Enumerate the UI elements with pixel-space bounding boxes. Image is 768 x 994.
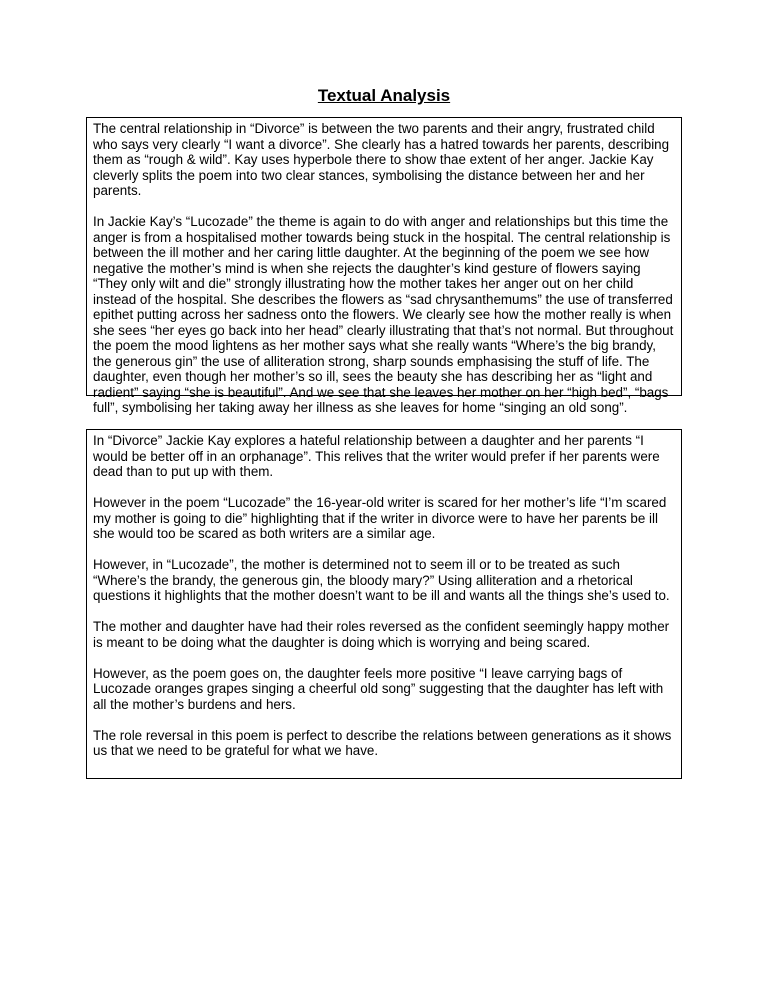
paragraph: The central relationship in “Divorce” is between the two parents and their angry, frustrated child who says very clearly “I want a divorce”. She clearly has a hatred towards her parents, describing them as “rough & wild”. Kay uses hyperbole there to show thae extent of her anger. Jackie Kay cleverly splits the poem into two clear stances, symbolising the distance between her and her parents. [93, 121, 670, 198]
document-title: Textual Analysis [317, 86, 451, 105]
paragraph: The role reversal in this poem is perfect to describe the relations between generations as it shows us that we need to be grateful for what we have. [93, 727, 672, 758]
paragraph: In “Divorce” Jackie Kay explores a hateful relationship between a daughter and her parents “I would be better off in an orphanage”. This relives that the writer would prefer if her parents were dead than to put up with them. [93, 433, 660, 479]
analysis-box-2 [86, 429, 682, 779]
paragraph: However in the poem “Lucozade” the 16-year-old writer is scared for her mother’s life “I’m scared my mother is going to die” highlighting that if the writer in divorce were to have her parents be ill she would too be scared as both writers are a similar age. [93, 495, 667, 541]
paragraph: In Jackie Kay’s “Lucozade” the theme is again to do with anger and relationships but this time the anger is from a hospitalised mother towards being stuck in the hospital. The central relationship is between the ill mother and her caring little daughter. At the beginning of the poem we see how negative the mother’s mind is when she rejects the daughter’s kind gesture of flowers saying “They only wilt and die” strongly illustrating how the mother takes her anger out on her child instead of the hospital. She describes the flowers as “sad chrysanthemums” the use of transferred epithet putting across her sadness onto the flowers. We clearly see how the mother really is when she sees “her eyes go back into her head” clearly illustrating that that’s not normal. But throughout the poem the mood lightens as her mother says what she really wants “Where’s the big brandy, the generous gin” the use of alliteration strong, sharp sounds emphasising the stuff of life. The daughter, even though her mother’s so ill, sees the beauty she has describing her as “light and radient” saying “she is beautiful”. And we see that she leaves her mother on her “high bed”, “bags full”, symbolising her taking away her illness as she leaves for home “singing an old song”. [93, 214, 674, 415]
paragraph: However, in “Lucozade”, the mother is determined not to seem ill or to be treated as such “Where’s the brandy, the generous gin, the bloody mary?” Using alliteration and a rhetorical questions it highlights that the mother doesn’t want to be ill and wants all the things she’s used to. [93, 557, 670, 603]
paragraph: The mother and daughter have had their roles reversed as the confident seemingly happy mother is meant to be doing what the daughter is doing which is worrying and being scared. [93, 619, 670, 650]
paragraph: However, as the poem goes on, the daughter feels more positive “I leave carrying bags of Lucozade oranges grapes singing a cheerful old song” suggesting that the daughter has left with all the mother’s burdens and hers. [93, 665, 664, 712]
analysis-box-1 [86, 117, 682, 415]
